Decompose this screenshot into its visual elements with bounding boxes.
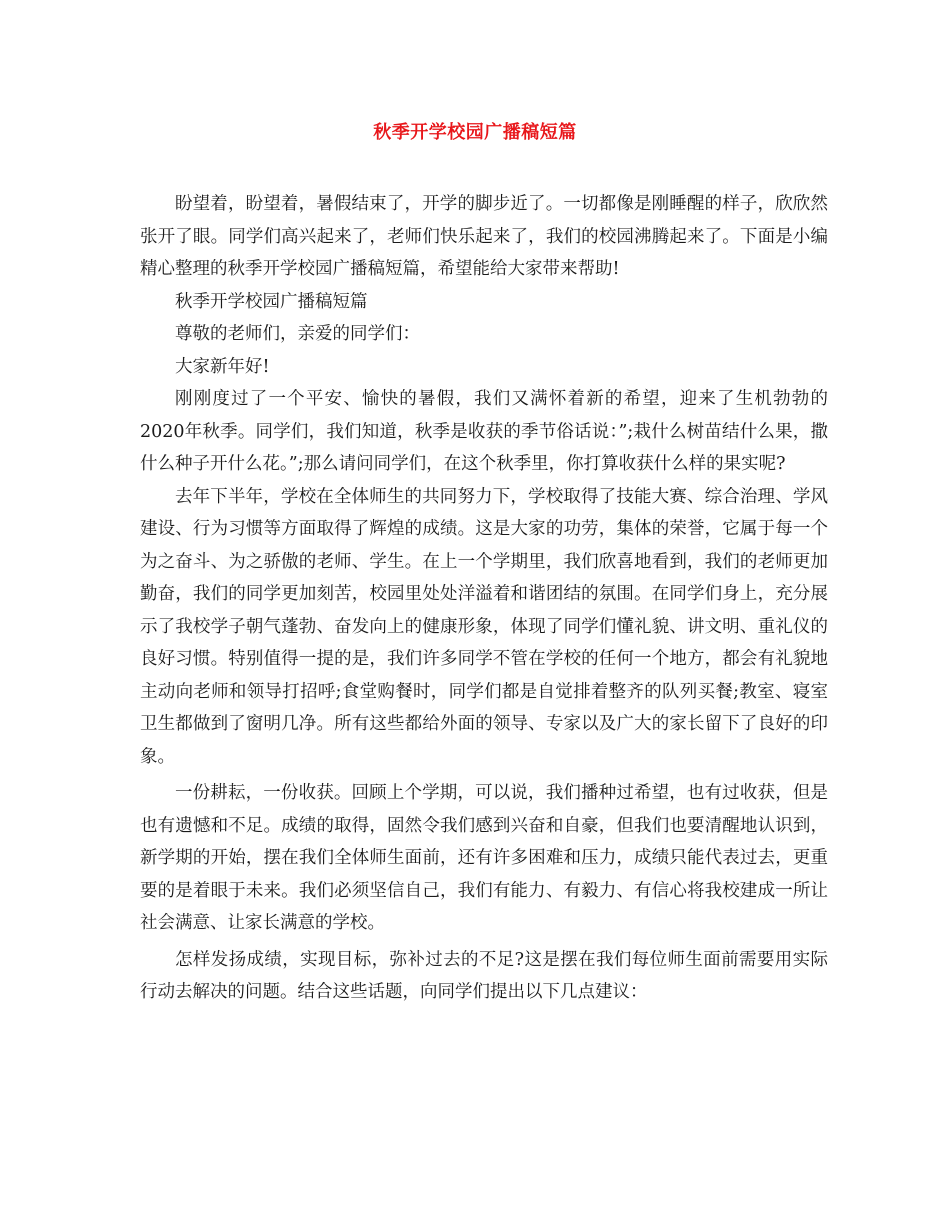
paragraph-suggestions: 怎样发扬成绩，实现目标，弥补过去的不足?这是摆在我们每位师生面前需要用实际行动去解决的问题。结合这些话题，向同学们提出以下几点建议：	[140, 949, 828, 1002]
document-title: 秋季开学校园广播稿短篇	[373, 122, 577, 143]
paragraph-salutation: 尊敬的老师们，亲爱的同学们：	[175, 324, 420, 344]
paragraph-achievements: 去年下半年，学校在全体师生的共同努力下，学校取得了技能大赛、综合治理、学风建设、行为习惯等方面取得了辉煌的成绩。这是大家的功劳，集体的荣誉，它属于每一个为之奋斗、为之骄傲的老师、学生。在上一个学期里，我们欣喜地看到，我们的老师更加勤奋，我们的同学更加刻苦，校园里处处洋溢着和谐团结的氛围。在同学们身上，充分展示了我校学子朝气蓬勃、奋发向上的健康形象，体现了同学们懂礼貌、讲文明、重礼仪的良好习惯。特别值得一提的是，我们许多同学不管在学校的任何一个地方，都会有礼貌地主动向老师和领导打招呼;食堂购餐时，同学们都是自觉排着整齐的队列买餐;教室、寝室卫生都做到了窗明几净。所有这些都给外面的领导、专家以及广大的家长留下了良好的印象。	[140, 486, 828, 767]
document-body	[140, 188, 828, 1009]
paragraph-reflection: 一份耕耘，一份收获。回顾上个学期，可以说，我们播种过希望，也有过收获，但是也有遗憾和不足。成绩的取得，固然令我们感到兴奋和自豪，但我们也要清醒地认识到，新学期的开始，摆在我们全体师生面前，还有许多困难和压力，成绩只能代表过去，更重要的是着眼于未来。我们必须坚信自己，我们有能力、有毅力、有信心将我校建成一所让社会满意、让家长满意的学校。	[140, 783, 828, 933]
paragraph-greeting: 大家新年好!	[175, 356, 270, 377]
paragraph-autumn: 刚刚度过了一个平安、愉快的暑假，我们又满怀着新的希望，迎来了生机勃勃的2020年秋季。同学们，我们知道，秋季是收获的季节俗话说：”;栽什么树苗结什么果，撒什么种子开什么花。”;那么请问同学们，在这个秋季里，你打算收获什么样的果实呢?	[140, 389, 828, 474]
paragraph-intro: 盼望着，盼望着，暑假结束了，开学的脚步近了。一切都像是刚睡醒的样子，欣欣然张开了眼。同学们高兴起来了，老师们快乐起来了，我们的校园沸腾起来了。下面是小编精心整理的秋季开学校园广播稿短篇，希望能给大家带来帮助!	[140, 194, 828, 279]
paragraph-subtitle: 秋季开学校园广播稿短篇	[175, 291, 368, 312]
